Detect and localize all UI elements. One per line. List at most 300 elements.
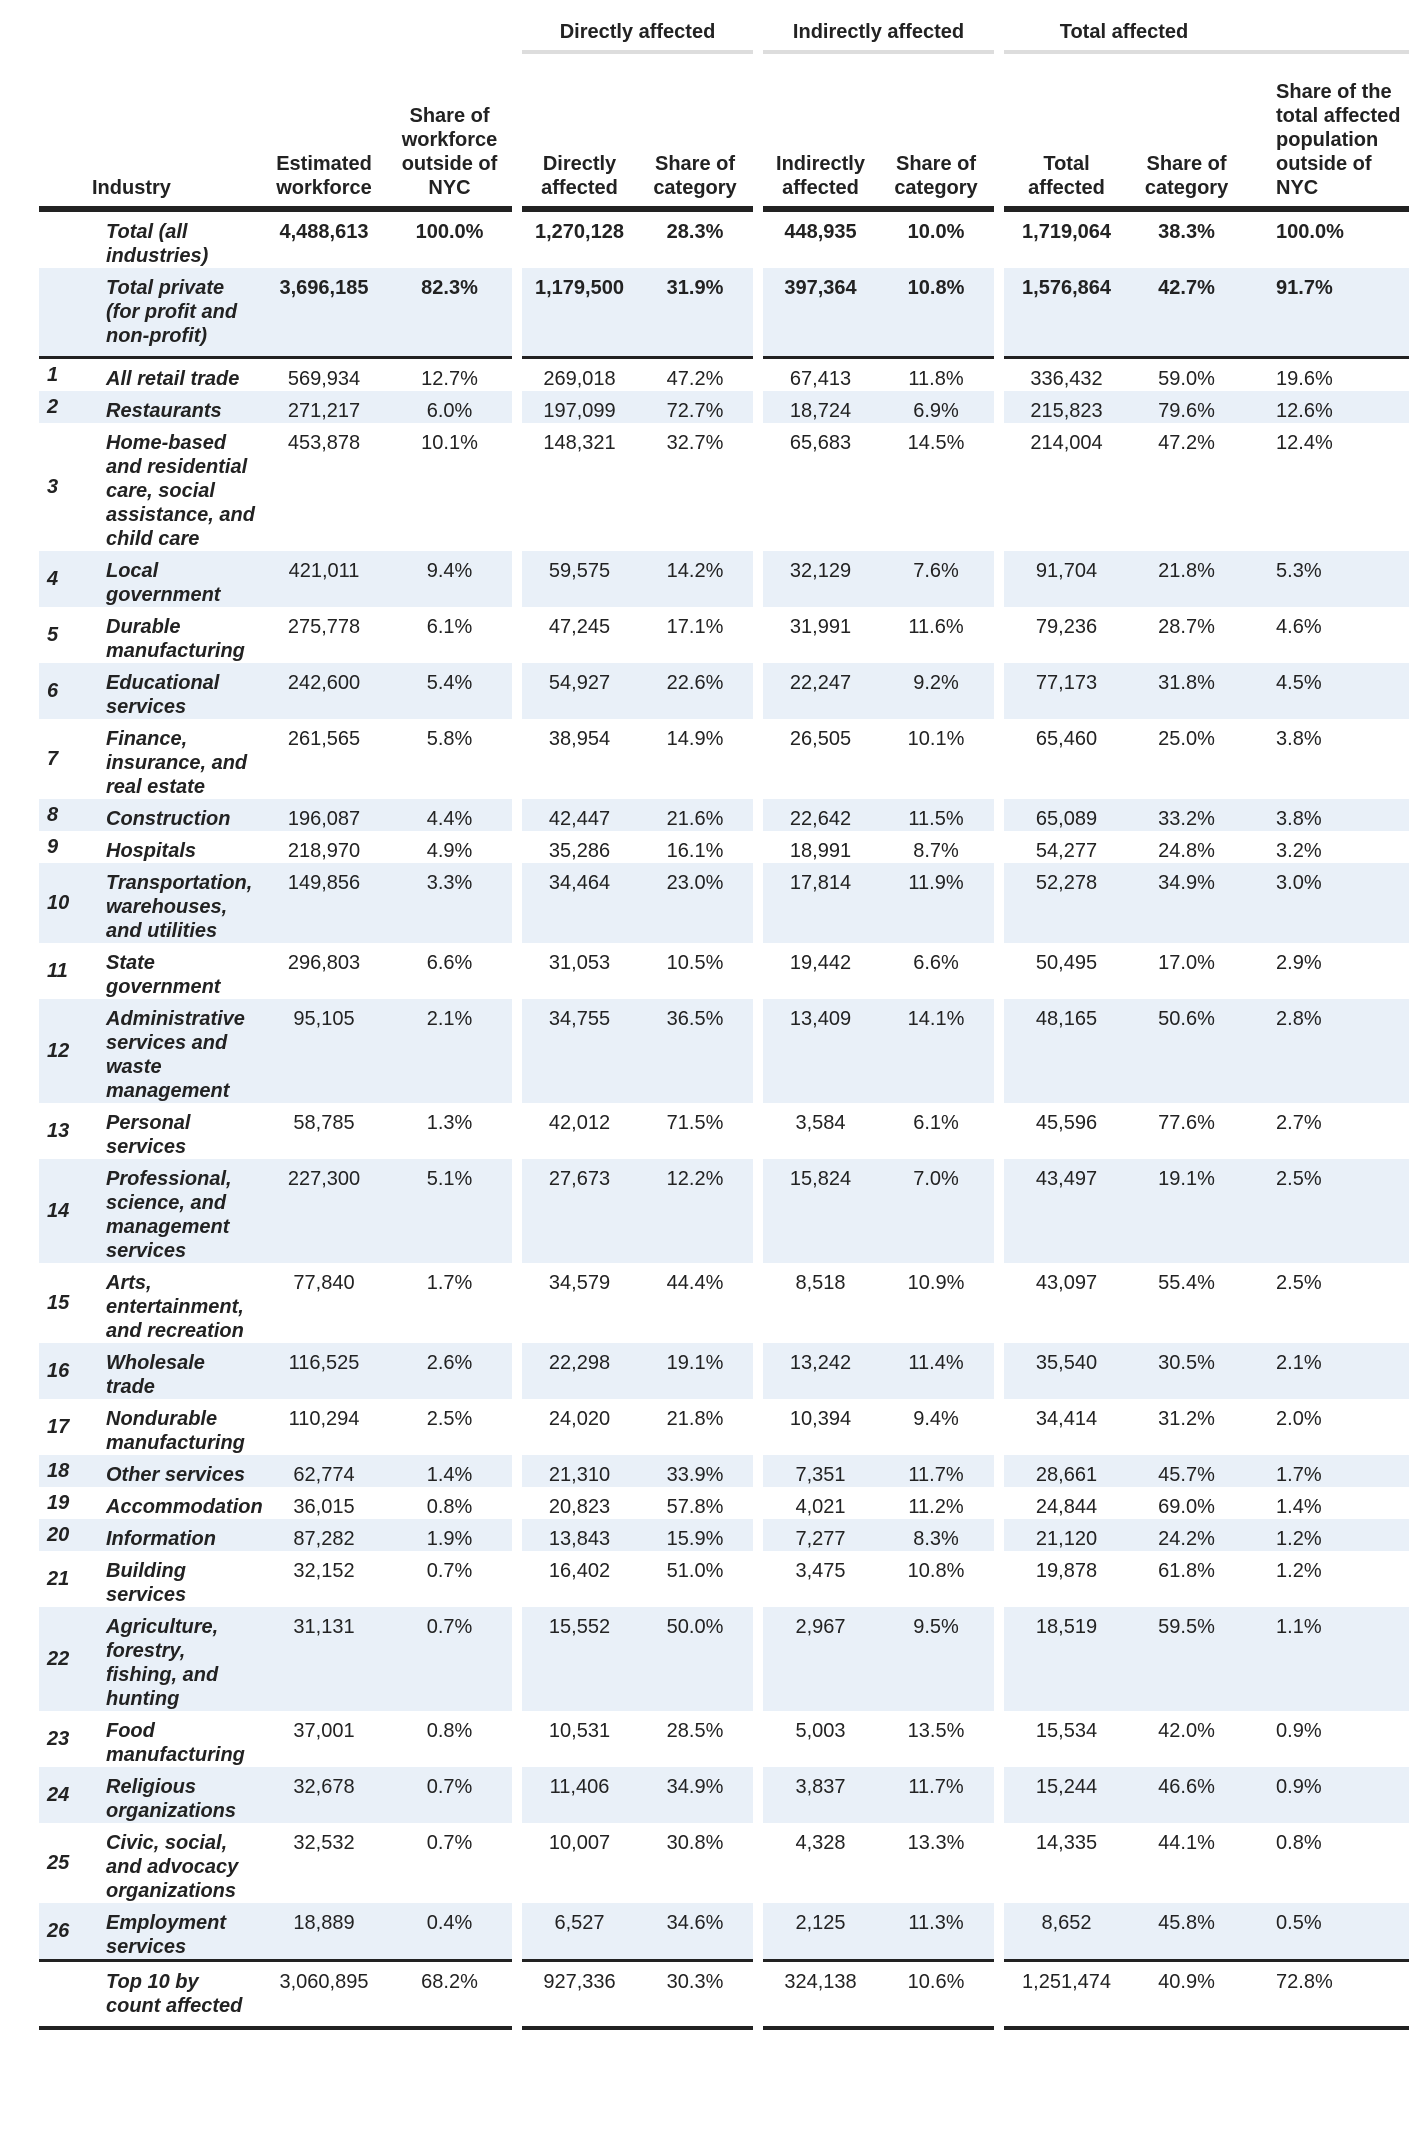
cell-industry: Administrative services and waste management: [92, 999, 261, 1103]
cell-share-category-indirect: 10.1%: [907, 728, 965, 750]
cell-directly-affected: 10,531: [548, 1720, 611, 1742]
cell-share-category-total: 46.6%: [1129, 1767, 1244, 1823]
cell-rank: 26: [39, 1903, 92, 1962]
cell-industry: Agriculture, forestry, fishing, and hunting: [92, 1607, 261, 1711]
column-gap: [753, 268, 763, 359]
cell-estimated-workforce: 569,934: [287, 368, 361, 390]
header-share-category-total: Share of category: [1129, 54, 1244, 212]
cell-share-category-total: 17.0%: [1158, 952, 1215, 974]
cell-share-workforce: 0.8%: [426, 1720, 473, 1742]
cell-directly-affected: 27,673: [522, 1159, 637, 1263]
cell-estimated-workforce: 32,532: [293, 1832, 355, 1854]
column-gap: [512, 212, 522, 268]
column-gap: [753, 1607, 763, 1711]
column-gap: [512, 831, 522, 863]
cell-directly-affected: 269,018: [543, 368, 616, 390]
column-gap: [753, 943, 763, 999]
cell-estimated-workforce: 275,778: [287, 616, 361, 638]
cell-industry: Building services: [106, 1560, 187, 1606]
cell-share-total-population: 12.6%: [1244, 391, 1409, 423]
cell-share-category-direct: 22.6%: [637, 663, 753, 719]
cell-total-affected: 48,165: [1004, 999, 1129, 1103]
cell-rank: 4: [39, 551, 92, 607]
column-gap: [753, 1487, 763, 1519]
cell-share-category-total: 77.6%: [1158, 1112, 1215, 1134]
cell-share-category-direct: 12.2%: [637, 1159, 753, 1263]
column-gap: [753, 1343, 763, 1399]
rank-empty: [39, 212, 92, 268]
cell-indirectly-affected: 397,364: [763, 268, 878, 359]
cell-share-total-population: 2.7%: [1276, 1112, 1322, 1134]
table-row: [39, 1263, 1409, 1343]
cell-share-category-total: 42.0%: [1158, 1720, 1215, 1742]
cell-indirectly-affected: 22,642: [763, 799, 878, 831]
cell-share-workforce: 9.4%: [387, 551, 512, 607]
cell-directly-affected: 59,575: [522, 551, 637, 607]
cell-total-affected: 336,432: [1030, 368, 1103, 390]
cell-share-total-population: 72.8%: [1244, 1962, 1409, 2030]
cell-share-category-total: 69.0%: [1158, 1496, 1215, 1518]
column-gap: [994, 423, 1004, 551]
cell-total-affected: 1,576,864: [1004, 268, 1129, 359]
cell-share-category-direct: 10.5%: [666, 952, 724, 974]
cell-share-category-indirect: 10.6%: [878, 1962, 994, 2030]
cell-share-workforce: 0.7%: [426, 1560, 473, 1582]
cell-indirectly-affected: 18,991: [789, 840, 852, 862]
cell-industry: Information: [92, 1519, 261, 1551]
cell-share-workforce: 6.1%: [426, 616, 473, 638]
column-gap: [512, 719, 522, 799]
cell-rank: 22: [39, 1607, 92, 1711]
column-gap: [994, 1767, 1004, 1823]
column-gap: [994, 212, 1004, 268]
cell-rank: 25: [47, 1852, 70, 1874]
cell-share-total-population: 1.7%: [1244, 1455, 1409, 1487]
cell-share-category-total: 59.0%: [1158, 368, 1215, 390]
cell-share-category-direct: 30.8%: [666, 1832, 724, 1854]
column-gap: [512, 1103, 522, 1159]
group-indirectly-affected: Indirectly affected: [763, 20, 994, 54]
column-gap: [512, 1263, 522, 1343]
cell-share-category-total: 19.1%: [1129, 1159, 1244, 1263]
cell-share-category-total: 42.7%: [1129, 268, 1244, 359]
cell-share-workforce: 2.5%: [426, 1408, 473, 1430]
cell-estimated-workforce: 32,152: [293, 1560, 355, 1582]
cell-share-total-population: 2.0%: [1276, 1408, 1322, 1430]
industry-rows: [39, 359, 1409, 1962]
cell-industry: Local government: [92, 551, 261, 607]
table-row: [39, 1607, 1409, 1711]
table-row: [39, 1903, 1409, 1962]
column-gap: [994, 1103, 1004, 1159]
column-header-row: [39, 54, 1409, 212]
cell-share-workforce: 4.9%: [426, 840, 473, 862]
column-gap: [753, 391, 763, 423]
cell-share-category-indirect: 7.0%: [878, 1159, 994, 1263]
column-gap: [994, 607, 1004, 663]
cell-total-affected: 43,497: [1004, 1159, 1129, 1263]
cell-directly-affected: 10,007: [548, 1832, 611, 1854]
cell-share-category-direct: 23.0%: [637, 863, 753, 943]
cell-total-affected: 1,251,474: [1004, 1962, 1129, 2030]
cell-share-total-population: 91.7%: [1244, 268, 1409, 359]
cell-share-category-indirect: 9.4%: [913, 1408, 959, 1430]
table-row: [39, 1399, 1409, 1455]
cell-estimated-workforce: 4,488,613: [279, 221, 369, 243]
column-gap: [753, 799, 763, 831]
group-total-affected: Total affected: [1004, 20, 1409, 54]
cell-share-workforce: 1.9%: [387, 1519, 512, 1551]
table-row: [39, 999, 1409, 1103]
cell-industry: Wholesale trade: [92, 1343, 261, 1399]
cell-total-affected: 15,534: [1035, 1720, 1098, 1742]
column-gap: [994, 1343, 1004, 1399]
table-row: [39, 1711, 1409, 1767]
cell-share-category-total: 50.6%: [1129, 999, 1244, 1103]
cell-indirectly-affected: 3,475: [795, 1560, 846, 1582]
cell-industry: Transportation, warehouses, and utilities: [92, 863, 261, 943]
cell-industry: Accommodation: [106, 1496, 263, 1518]
header-share-category-indirect: Share of category: [878, 54, 994, 212]
cell-share-category-total: 25.0%: [1158, 728, 1215, 750]
cell-share-category-total: 45.7%: [1129, 1455, 1244, 1487]
cell-share-category-total: 24.2%: [1129, 1519, 1244, 1551]
cell-estimated-workforce: 421,011: [261, 551, 387, 607]
cell-share-category-direct: 51.0%: [666, 1560, 724, 1582]
cell-industry: Professional, science, and management services: [92, 1159, 261, 1263]
cell-share-total-population: 3.0%: [1244, 863, 1409, 943]
cell-rank: 8: [39, 799, 92, 831]
cell-share-workforce: 5.8%: [426, 728, 473, 750]
header-industry: Industry: [92, 54, 261, 212]
cell-share-total-population: 0.5%: [1244, 1903, 1409, 1962]
top10-row: [39, 1962, 1409, 2030]
cell-share-category-indirect: 11.7%: [878, 1767, 994, 1823]
cell-industry: Construction: [92, 799, 261, 831]
cell-directly-affected: 24,020: [548, 1408, 611, 1430]
cell-estimated-workforce: 37,001: [293, 1720, 355, 1742]
cell-share-total-population: 12.4%: [1276, 432, 1333, 454]
cell-share-workforce: 1.3%: [426, 1112, 473, 1134]
column-gap: [994, 391, 1004, 423]
column-gap: [512, 551, 522, 607]
cell-total-affected: 19,878: [1035, 1560, 1098, 1582]
cell-rank: 5: [47, 624, 59, 646]
column-gap: [753, 359, 763, 391]
column-gap: [994, 1487, 1004, 1519]
column-gap: [753, 607, 763, 663]
cell-share-category-indirect: 9.5%: [878, 1607, 994, 1711]
footer-rows: [39, 1962, 1409, 2030]
cell-industry: Civic, social, and advocacy organizations: [106, 1832, 239, 1902]
cell-directly-affected: 34,579: [548, 1272, 611, 1294]
cell-industry: Employment services: [92, 1903, 261, 1962]
cell-directly-affected: 15,552: [522, 1607, 637, 1711]
cell-share-total-population: 0.9%: [1276, 1720, 1322, 1742]
cell-indirectly-affected: 2,967: [763, 1607, 878, 1711]
column-gap: [994, 359, 1004, 391]
header-indirectly-affected: Indirectly affected: [763, 54, 878, 212]
column-gap: [994, 999, 1004, 1103]
cell-rank: 9: [47, 836, 59, 858]
column-gap: [512, 1711, 522, 1767]
cell-indirectly-affected: 31,991: [789, 616, 852, 638]
cell-indirectly-affected: 18,724: [763, 391, 878, 423]
cell-share-category-indirect: 6.9%: [878, 391, 994, 423]
cell-share-category-direct: 28.5%: [666, 1720, 724, 1742]
column-gap: [512, 607, 522, 663]
cell-share-category-indirect: 7.6%: [878, 551, 994, 607]
cell-industry: Educational services: [92, 663, 261, 719]
cell-estimated-workforce: 110,294: [288, 1408, 360, 1430]
column-gap: [994, 1159, 1004, 1263]
cell-industry: Restaurants: [92, 391, 261, 423]
cell-rank: 23: [47, 1728, 70, 1750]
cell-share-category-indirect: 10.8%: [907, 1560, 965, 1582]
cell-estimated-workforce: 18,889: [261, 1903, 387, 1962]
cell-estimated-workforce: 32,678: [261, 1767, 387, 1823]
cell-share-total-population: 2.9%: [1276, 952, 1322, 974]
column-gap: [753, 212, 763, 268]
cell-share-category-total: 44.1%: [1158, 1832, 1215, 1854]
cell-estimated-workforce: 196,087: [261, 799, 387, 831]
cell-share-category-total: 31.8%: [1129, 663, 1244, 719]
cell-share-workforce: 1.7%: [426, 1272, 473, 1294]
cell-share-category-total: 47.2%: [1158, 432, 1215, 454]
cell-industry: Religious organizations: [92, 1767, 261, 1823]
cell-indirectly-affected: 10,394: [789, 1408, 852, 1430]
cell-total-affected: 79,236: [1035, 616, 1098, 638]
cell-share-category-direct: 14.2%: [637, 551, 753, 607]
cell-estimated-workforce: 261,565: [287, 728, 361, 750]
cell-indirectly-affected: 2,125: [763, 1903, 878, 1962]
cell-share-workforce: 0.7%: [426, 1832, 473, 1854]
column-gap: [994, 1263, 1004, 1343]
table-row: [39, 799, 1409, 831]
column-gap: [753, 1903, 763, 1962]
column-gap: [512, 1551, 522, 1607]
cell-industry: Total (all industries): [106, 221, 209, 267]
cell-share-category-direct: 14.9%: [666, 728, 724, 750]
summary-rows: [39, 212, 1409, 359]
cell-share-category-direct: 34.9%: [637, 1767, 753, 1823]
cell-share-workforce: 5.1%: [387, 1159, 512, 1263]
column-gap: [512, 1767, 522, 1823]
cell-share-category-total: 40.9%: [1129, 1962, 1244, 2030]
column-gap: [753, 719, 763, 799]
cell-share-category-direct: 21.6%: [637, 799, 753, 831]
cell-estimated-workforce: 227,300: [261, 1159, 387, 1263]
cell-share-category-direct: 33.9%: [637, 1455, 753, 1487]
cell-share-category-indirect: 11.7%: [878, 1455, 994, 1487]
cell-indirectly-affected: 13,409: [763, 999, 878, 1103]
column-gap: [512, 863, 522, 943]
cell-share-total-population: 5.3%: [1244, 551, 1409, 607]
cell-share-category-total: 59.5%: [1129, 1607, 1244, 1711]
cell-directly-affected: 47,245: [548, 616, 611, 638]
cell-share-category-direct: 17.1%: [666, 616, 724, 638]
cell-estimated-workforce: 218,970: [287, 840, 361, 862]
cell-rank: 20: [39, 1519, 92, 1551]
cell-share-category-total: 61.8%: [1158, 1560, 1215, 1582]
cell-rank: 7: [47, 748, 59, 770]
cell-indirectly-affected: 13,242: [763, 1343, 878, 1399]
column-gap: [512, 799, 522, 831]
column-gap: [753, 1103, 763, 1159]
cell-share-total-population: 0.9%: [1244, 1767, 1409, 1823]
header-share-category-direct: Share of category: [637, 54, 753, 212]
cell-indirectly-affected: 5,003: [795, 1720, 846, 1742]
cell-share-category-direct: 31.9%: [637, 268, 753, 359]
cell-share-category-indirect: 11.6%: [908, 616, 964, 638]
cell-share-total-population: 2.5%: [1276, 1272, 1322, 1294]
cell-share-workforce: 12.7%: [421, 368, 478, 390]
column-gap: [753, 1711, 763, 1767]
cell-share-category-direct: 21.8%: [666, 1408, 724, 1430]
cell-share-workforce: 3.3%: [387, 863, 512, 943]
cell-total-affected: 18,519: [1004, 1607, 1129, 1711]
cell-share-category-total: 34.9%: [1129, 863, 1244, 943]
cell-industry: Top 10 by count affected: [92, 1962, 261, 2030]
column-gap: [994, 719, 1004, 799]
cell-indirectly-affected: 3,584: [795, 1112, 846, 1134]
cell-indirectly-affected: 26,505: [789, 728, 852, 750]
cell-total-affected: 21,120: [1004, 1519, 1129, 1551]
cell-total-affected: 1,719,064: [1022, 221, 1111, 243]
cell-directly-affected: 42,447: [522, 799, 637, 831]
cell-share-total-population: 1.2%: [1276, 1560, 1322, 1582]
cell-share-total-population: 2.5%: [1244, 1159, 1409, 1263]
cell-indirectly-affected: 448,935: [784, 221, 857, 243]
column-gap: [994, 1607, 1004, 1711]
column-gap: [753, 1962, 763, 2030]
table-row: [39, 1551, 1409, 1607]
rank-empty: [39, 1962, 92, 2030]
cell-share-category-direct: 32.7%: [666, 432, 724, 454]
cell-total-affected: 77,173: [1004, 663, 1129, 719]
header-share-total-population: Share of the total affected population outside of NYC: [1244, 54, 1409, 212]
cell-estimated-workforce: 58,785: [293, 1112, 355, 1134]
cell-total-affected: 35,540: [1004, 1343, 1129, 1399]
cell-estimated-workforce: 3,696,185: [261, 268, 387, 359]
cell-share-category-direct: 15.9%: [637, 1519, 753, 1551]
cell-directly-affected: 38,954: [548, 728, 611, 750]
cell-share-workforce: 0.4%: [387, 1903, 512, 1962]
cell-directly-affected: 34,464: [522, 863, 637, 943]
cell-indirectly-affected: 4,328: [795, 1832, 846, 1854]
cell-share-category-direct: 19.1%: [637, 1343, 753, 1399]
cell-share-category-indirect: 11.3%: [878, 1903, 994, 1962]
column-gap: [994, 268, 1004, 359]
cell-share-workforce: 6.0%: [387, 391, 512, 423]
cell-share-category-direct: 72.7%: [637, 391, 753, 423]
cell-rank: 12: [39, 999, 92, 1103]
cell-share-category-total: 38.3%: [1158, 221, 1215, 243]
table-row: [39, 663, 1409, 719]
cell-share-workforce: 0.7%: [387, 1607, 512, 1711]
column-gap: [753, 999, 763, 1103]
cell-directly-affected: 197,099: [522, 391, 637, 423]
cell-directly-affected: 31,053: [548, 952, 611, 974]
cell-share-category-indirect: 6.6%: [913, 952, 959, 974]
cell-estimated-workforce: 453,878: [287, 432, 361, 454]
table-row: [39, 719, 1409, 799]
column-gap: [512, 1343, 522, 1399]
cell-industry: Total private (for profit and non-profit): [92, 268, 261, 359]
cell-rank: 13: [47, 1120, 70, 1142]
cell-share-workforce: 4.4%: [387, 799, 512, 831]
column-gap: [512, 1823, 522, 1903]
cell-total-affected: 50,495: [1035, 952, 1098, 974]
cell-share-category-indirect: 11.5%: [878, 799, 994, 831]
column-gap: [753, 663, 763, 719]
cell-rank: 1: [47, 364, 59, 386]
cell-rank: 17: [47, 1416, 70, 1438]
column-gap: [994, 1455, 1004, 1487]
cell-estimated-workforce: 31,131: [261, 1607, 387, 1711]
cell-estimated-workforce: 271,217: [261, 391, 387, 423]
cell-directly-affected: 1,270,128: [535, 221, 624, 243]
cell-indirectly-affected: 7,277: [763, 1519, 878, 1551]
cell-share-workforce: 0.7%: [387, 1767, 512, 1823]
column-gap: [994, 1962, 1004, 2030]
column-gap: [753, 1519, 763, 1551]
column-gap: [512, 1962, 522, 2030]
column-gap: [512, 999, 522, 1103]
cell-share-category-indirect: 10.8%: [878, 268, 994, 359]
cell-total-affected: 91,704: [1004, 551, 1129, 607]
cell-estimated-workforce: 62,774: [261, 1455, 387, 1487]
cell-share-category-indirect: 14.1%: [878, 999, 994, 1103]
cell-share-total-population: 1.4%: [1276, 1496, 1322, 1518]
cell-industry: All retail trade: [106, 368, 240, 390]
cell-industry: Durable manufacturing: [106, 616, 245, 662]
cell-rank: 19: [47, 1492, 70, 1514]
cell-share-total-population: 100.0%: [1276, 221, 1344, 243]
cell-directly-affected: 1,179,500: [522, 268, 637, 359]
cell-rank: 6: [39, 663, 92, 719]
table-row: [39, 863, 1409, 943]
cell-share-category-total: 30.5%: [1129, 1343, 1244, 1399]
table-row: [39, 1823, 1409, 1903]
cell-total-affected: 14,335: [1035, 1832, 1098, 1854]
cell-share-workforce: 100.0%: [415, 221, 484, 243]
cell-directly-affected: 6,527: [522, 1903, 637, 1962]
header-directly-affected: Directly affected: [522, 54, 637, 212]
table-row: [39, 943, 1409, 999]
column-gap: [512, 1607, 522, 1711]
header-total-affected: Total affected: [1004, 54, 1129, 212]
cell-share-category-indirect: 10.9%: [907, 1272, 965, 1294]
cell-indirectly-affected: 32,129: [763, 551, 878, 607]
cell-directly-affected: 16,402: [548, 1560, 611, 1582]
cell-estimated-workforce: 242,600: [261, 663, 387, 719]
cell-share-total-population: 2.8%: [1244, 999, 1409, 1103]
table-row: [39, 1103, 1409, 1159]
column-gap: [994, 1399, 1004, 1455]
cell-estimated-workforce: 77,840: [293, 1272, 355, 1294]
column-gap: [512, 1487, 522, 1519]
cell-estimated-workforce: 36,015: [293, 1496, 355, 1518]
cell-share-category-indirect: 13.3%: [907, 1832, 965, 1854]
header-estimated-workforce: Estimated workforce: [261, 54, 387, 212]
cell-rank: 2: [39, 391, 92, 423]
cell-industry: Hospitals: [106, 840, 197, 862]
cell-share-category-total: 24.8%: [1158, 840, 1215, 862]
cell-total-affected: 8,652: [1004, 1903, 1129, 1962]
cell-share-workforce: 2.1%: [387, 999, 512, 1103]
column-gap: [512, 1519, 522, 1551]
